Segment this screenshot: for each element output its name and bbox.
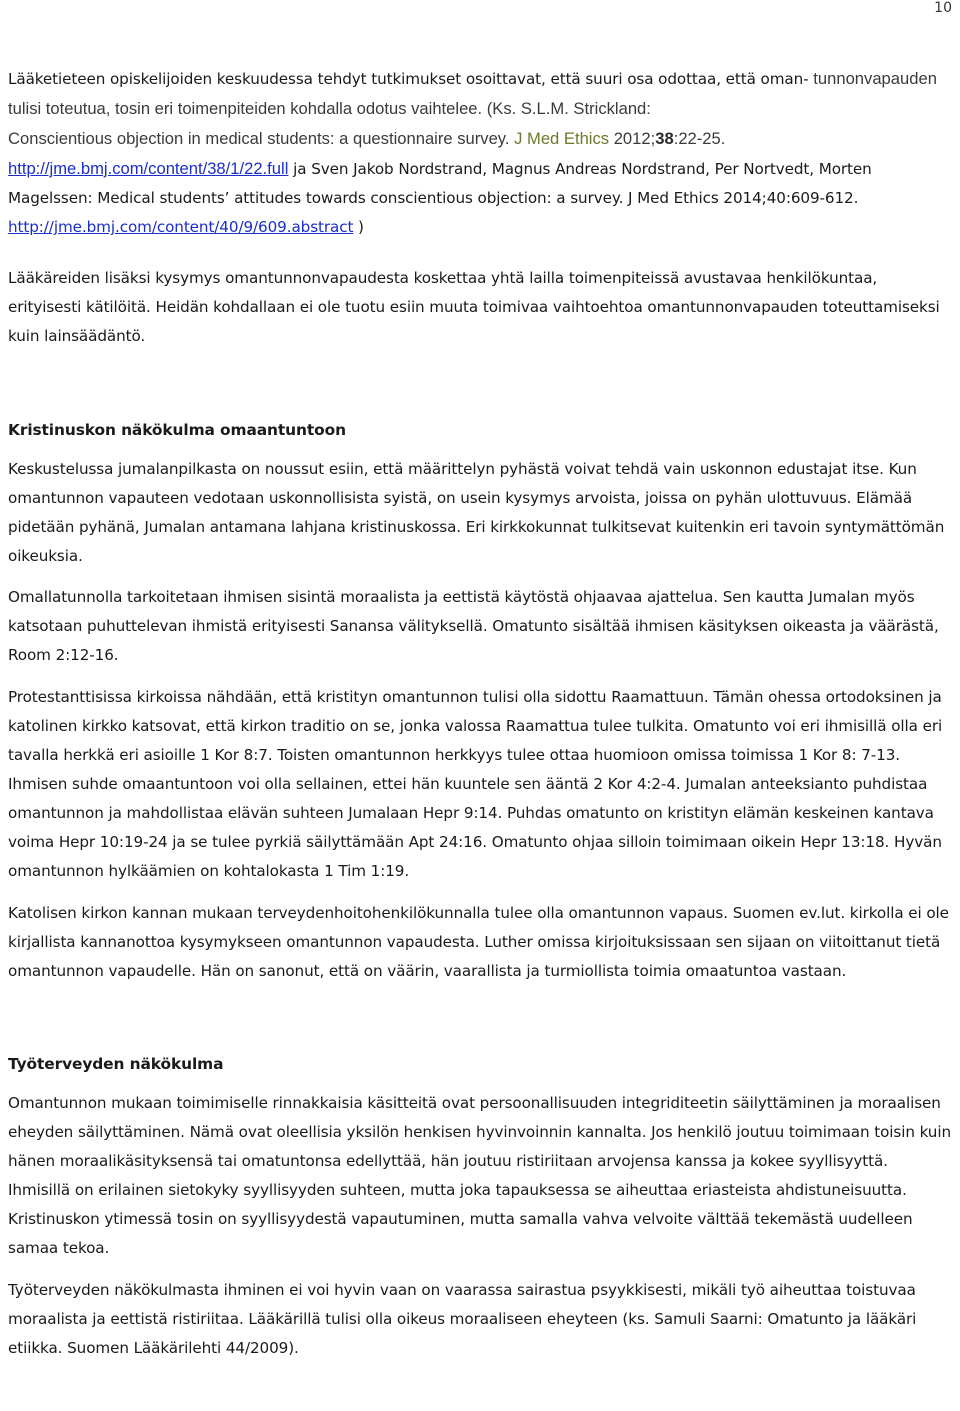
- paragraph-catholic-church: Katolisen kirkon kannan mukaan terveydenhoitohenkilökunnalla tulee olla omantunnon vapaus. Suomen ev.lut. kirkolla ei ole kirjallista kannanottoa kysymykseen omantunnon vapaudesta. Luther omissa kirjoituksissaan sen sijaan on viitoittanut tietä omantunnon vapaudelle. Hän on sanonut, että on väärin, vaarallista ja turmiollista toimia omaatuntoa vastaan.: [8, 904, 949, 980]
- intro-text: Lääketieteen opiskelijoiden keskuudessa tehdyt tutkimukset osoittavat, että suuri osa odottaa, että oman-: [8, 70, 809, 88]
- paragraph-protestant-churches: Protestanttisissa kirkoissa nähdään, että kristityn omantunnon tulisi olla sidottu Raamattuun. Tämän ohessa ortodoksinen ja katolinen kirkko katsovat, että kirkon traditio on se, jonka valossa Raamattua tulee tulkita. Omatunto voi eri ihmisillä olla eri tavalla herkkä eri asioille 1 Kor 8:7. Toisten omantunnon herkkyys tulee ottaa huomioon omissa toimissa 1 Kor 8: 7-13. Ihmisen suhde omaantuntoon voi olla sellainen, ettei hän kuuntele sen ääntä 2 Kor 4:2-4. Jumalan anteeksianto puhdistaa omantunnon ja mahdollistaa elävän suhteen Jumalaan Hepr 9:14. Puhdas omatunto on kristityn elämän keskeinen kantava voima Hepr 10:19-24 ja se tulee pyrkiä säilyttämään Apt 24:16. Omatunto ohjaa silloin toimimaan oikein Hepr 13:18. Hyvän omantunnon hylkäämien on kohtalokasta 1 Tim 1:19.: [8, 688, 943, 880]
- paragraph-conscience-definition: Omallatunnolla tarkoitetaan ihmisen sisintä moraalista ja eettistä käytöstä ohjaavaa ajattelua. Sen kautta Jumalan myös katsotaan puhuttelevan ihmistä erityisesti Sanansa välityksellä. Omatunto sisältää ihmisen käsityksen oikeasta ja väärästä, Room 2:12-16.: [8, 588, 939, 664]
- paragraph-integrity: Omantunnon mukaan toimimiselle rinnakkaisia käsitteitä ovat persoonallisuuden integriditeetin säilyttäminen ja moraalisen eheyden säilyttäminen. Nämä ovat oleellisia yksilön henkisen hyvinvoinnin kannalta. Jos henkilö joutuu toimimaan toisin kuin hänen moraalikäsityksensä tai omatuntonsa edellyttää, hän joutuu ristiriitaan arvojensa kanssa ja kokee syyllisyyttä. Ihmisillä on erilainen sietokyky syyllisyyden suhteen, mutta joka tapauksessa se aiheuttaa eriasteista ahdistuneisuutta. Kristinuskon ytimessä tosin on syyllisyydestä vapautuminen, mutta samalla vahva velvoite välttää tekemästä uudelleen samaa tekoa.: [8, 1094, 951, 1257]
- paragraph-occupational-health: Työterveyden näkökulmasta ihminen ei voi hyvin vaan on vaarassa sairastua psyykkisesti, mikäli työ aiheuttaa toistuvaa moraalista ja eettistä ristiriitaa. Lääkärillä tulisi olla oikeus moraaliseen eheyteen (ks. Samuli Saarni: Omatunto ja lääkäri etiikka. Suomen Lääkärilehti 44/2009).: [8, 1281, 917, 1357]
- citation-close: ): [353, 218, 364, 236]
- citation-pages: :22-25.: [673, 129, 726, 148]
- paragraph-blasphemy: Keskustelussa jumalanpilkasta on noussut esiin, että määrittelyn pyhästä voivat tehdä vain uskonnon edustajat itse. Kun omantunnon vapauteen vedotaan uskonnollisista syistä, on usein kysymys arvoista, joissa on pyhän ulottuvuus. Elämää pidetään pyhänä, Jumalan antamana lahjana kristinuskossa. Eri kirkkokunnat tulkitsevat kuitenkin eri tavoin syntymättömän oikeuksia.: [8, 460, 945, 565]
- citation-nordstrand: ja Sven Jakob Nordstrand, Magnus Andreas Nordstrand, Per Nortvedt, Morten Magelssen: Medical students’ attitudes towards conscientious objection: a survey. J Med Ethics 2014;40:609-612.: [8, 160, 872, 207]
- citation-strickland-title: Conscientious objection in medical students: a questionnaire survey.: [8, 129, 515, 148]
- paragraph-student-surveys: [8, 64, 954, 242]
- link-strickland-article[interactable]: http://jme.bmj.com/content/38/1/22.full: [8, 159, 289, 178]
- citation-journal: J Med Ethics: [514, 129, 610, 148]
- link-nordstrand-article[interactable]: http://jme.bmj.com/content/40/9/609.abstract: [8, 218, 354, 236]
- page-number: 10: [934, 0, 952, 16]
- heading-christian-perspective: Kristinuskon näkökulma omaantuntoon: [8, 421, 346, 439]
- document-body: [8, 64, 954, 1363]
- citation-volume: 38: [655, 129, 674, 148]
- paragraph-midwives: Lääkäreiden lisäksi kysymys omantunnonvapaudesta koskettaa yhtä lailla toimenpiteissä avustavaa henkilökuntaa, erityisesti kätilöitä. Heidän kohdallaan ei ole tuotu esiin muuta toimivaa vaihtoehtoa omantunnonvapauden toteuttamiseksi kuin lainsäädäntö.: [8, 269, 940, 345]
- heading-occupational-health: Työterveyden näkökulma: [8, 1055, 224, 1073]
- citation-year: 2012;: [609, 129, 656, 148]
- citation-strickland-intro: tunnonvapauden tulisi toteutua, tosin eri toimenpiteiden kohdalla odotus vaihtelee. (Ks. S.L.M. Strickland:: [8, 69, 937, 118]
